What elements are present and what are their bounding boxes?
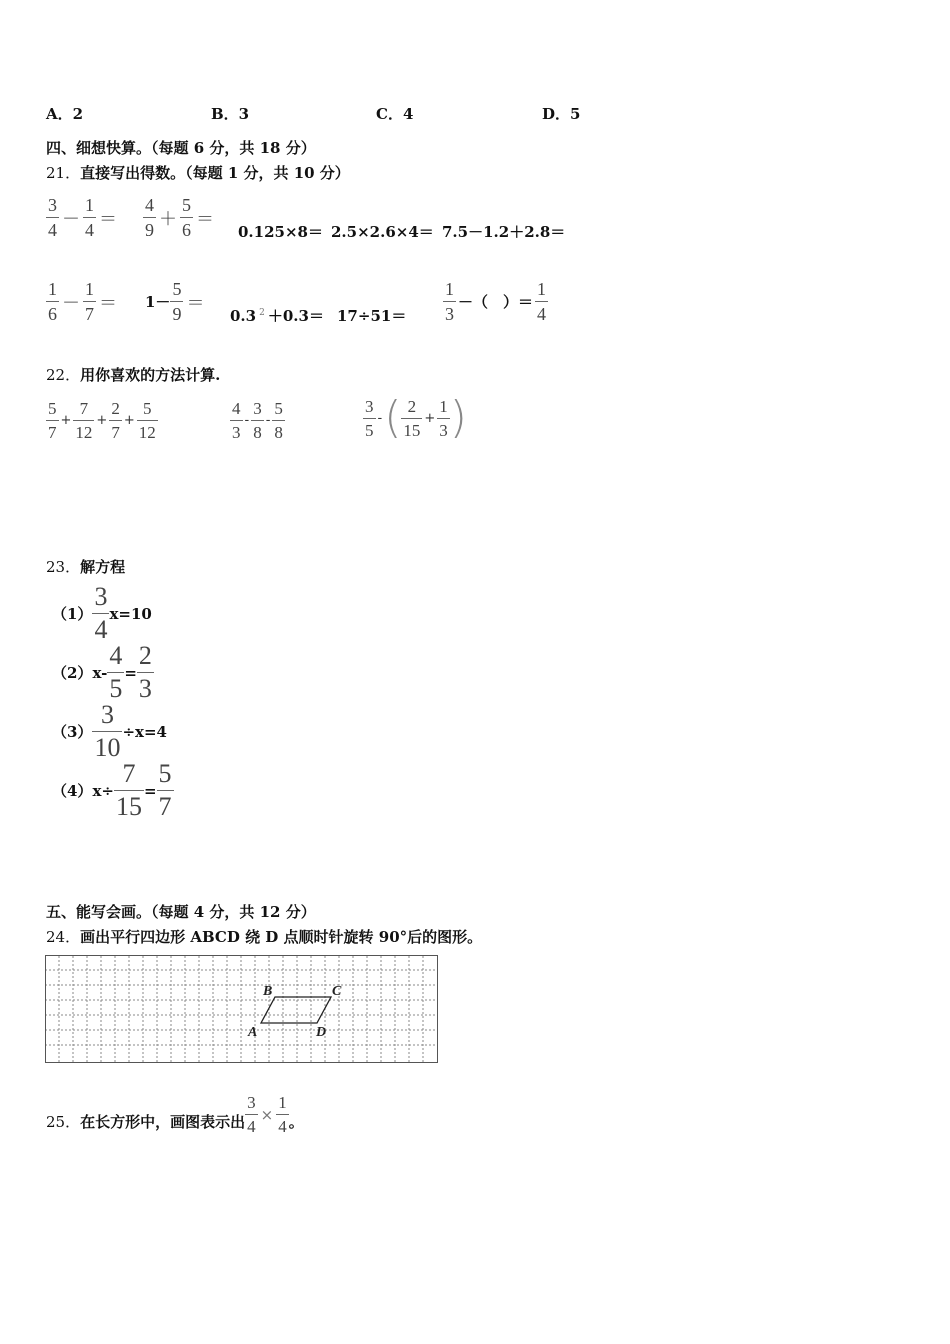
vertex-label-a: A <box>248 1025 258 1040</box>
q23-e2: （2） x- $\frac{4}{5}$ = $\frac{2}{3}$ <box>52 641 152 703</box>
vertex-label-b: B <box>263 984 273 999</box>
q24-heading: 24．画出平行四边形 ABCD 绕 D 点顺时针旋转 90°后的图形。 <box>46 928 483 946</box>
fraction: $\frac{5}{7}$ <box>158 759 172 821</box>
section-5-title: 五、能写会画。（每题 4 分，共 12 分） <box>46 903 316 921</box>
q23-heading: 23．解方程 <box>46 558 126 576</box>
fraction: $\frac{3}{4}$ <box>48 195 57 240</box>
fraction: $\frac{7}{12}$ <box>75 399 93 442</box>
q23-e3: （3） $\frac{3}{10}$ ÷x=4 <box>52 700 167 762</box>
q23-e4: （4） x÷ $\frac{7}{15}$ = $\frac{5}{7}$ <box>52 759 172 821</box>
option-c: C．4 <box>376 105 414 123</box>
fraction: $\frac{2}{3}$ <box>138 641 152 703</box>
fraction: $\frac{2}{7}$ <box>111 399 120 442</box>
q21-r1-e2: $\frac{4}{9}$ ＋ $\frac{5}{6}$ ＝ <box>145 195 214 240</box>
fraction: $\frac{3}{5}$ <box>365 396 374 440</box>
fraction: $\frac{3}{10}$ <box>94 700 121 762</box>
fraction: $\frac{3}{4}$ <box>94 582 108 644</box>
q21-r1-e5: 7.5－1.2＋2.8＝ <box>442 223 566 241</box>
option-d: D．5 <box>542 105 581 123</box>
fraction: $\frac{1}{3}$ <box>439 396 448 440</box>
fraction: $\frac{5}{9}$ <box>172 279 182 324</box>
q23-e1: （1） $\frac{3}{4}$ x=10 <box>52 582 152 644</box>
q22-heading: 22．用你喜欢的方法计算. <box>46 366 221 384</box>
fraction: $\frac{1}{4}$ <box>278 1093 287 1136</box>
fraction: $\frac{3}{8}$ <box>253 399 262 442</box>
fraction: $\frac{2}{15}$ <box>403 396 421 440</box>
q21-r2-e5: $\frac{1}{3}$ －（ ）＝ $\frac{1}{4}$ <box>445 279 547 324</box>
fraction: $\frac{5}{8}$ <box>274 399 283 442</box>
q21-r2-e4: 17÷51＝ <box>337 307 407 325</box>
section-4-title: 四、细想快算。（每题 6 分，共 18 分） <box>46 139 316 157</box>
q22-e3: $\frac{3}{5}$ - ( $\frac{2}{15}$ + $\frac{1}{3}$ ) <box>365 392 467 443</box>
fraction: $\frac{4}{5}$ <box>109 641 123 703</box>
fraction: $\frac{7}{15}$ <box>115 759 142 821</box>
fraction: $\frac{5}{12}$ <box>138 399 156 442</box>
parallelogram-abcd <box>261 997 331 1023</box>
fraction: $\frac{1}{4}$ <box>537 279 547 324</box>
q22-e2: $\frac{4}{3}$ - $\frac{3}{8}$ - $\frac{5}{8}$ <box>232 399 283 442</box>
q21-r1-e4: 2.5×2.6×4＝ <box>331 223 434 241</box>
q21-r1-e3: 0.125×8＝ <box>238 223 323 241</box>
q25: 25． 在长方形中，画图表示出 $\frac{3}{4}$ × $\frac{1}{4}$ 。 <box>46 1093 304 1136</box>
vertex-label-d: D <box>316 1025 327 1040</box>
left-paren: ( <box>384 392 402 443</box>
q21-heading: 21．直接写出得数。（每题 1 分，共 10 分） <box>46 164 350 182</box>
option-a: A．2 <box>46 105 84 123</box>
q21-r2-e3: 0.3 $^2$ ＋0.3＝ <box>230 307 324 325</box>
grid-lines <box>45 956 437 1062</box>
vertex-label-c: C <box>332 984 342 999</box>
right-paren: ) <box>449 392 467 443</box>
fraction: $\frac{4}{3}$ <box>232 399 241 442</box>
fraction: $\frac{5}{6}$ <box>182 195 191 240</box>
q21-r2-e2: 1－ $\frac{5}{9}$ ＝ <box>145 279 205 324</box>
q21-r2-e1: $\frac{1}{6}$ － $\frac{1}{7}$ ＝ <box>48 279 117 324</box>
q22-e1: $\frac{5}{7}$ + $\frac{7}{12}$ + $\frac{2}{7}$ + $\frac{5}{12}$ <box>48 399 156 442</box>
fraction: $\frac{1}{3}$ <box>445 279 454 324</box>
option-b: B．3 <box>211 105 250 123</box>
fraction: $\frac{5}{7}$ <box>48 399 57 442</box>
fraction: $\frac{1}{7}$ <box>85 279 94 324</box>
fraction: $\frac{1}{4}$ <box>85 195 94 240</box>
q21-r1-e1: $\frac{3}{4}$ － $\frac{1}{4}$ ＝ <box>48 195 117 240</box>
fraction: $\frac{4}{9}$ <box>145 195 154 240</box>
grid-figure <box>45 955 439 1065</box>
fraction: $\frac{3}{4}$ <box>247 1093 256 1136</box>
fraction: $\frac{1}{6}$ <box>48 279 57 324</box>
